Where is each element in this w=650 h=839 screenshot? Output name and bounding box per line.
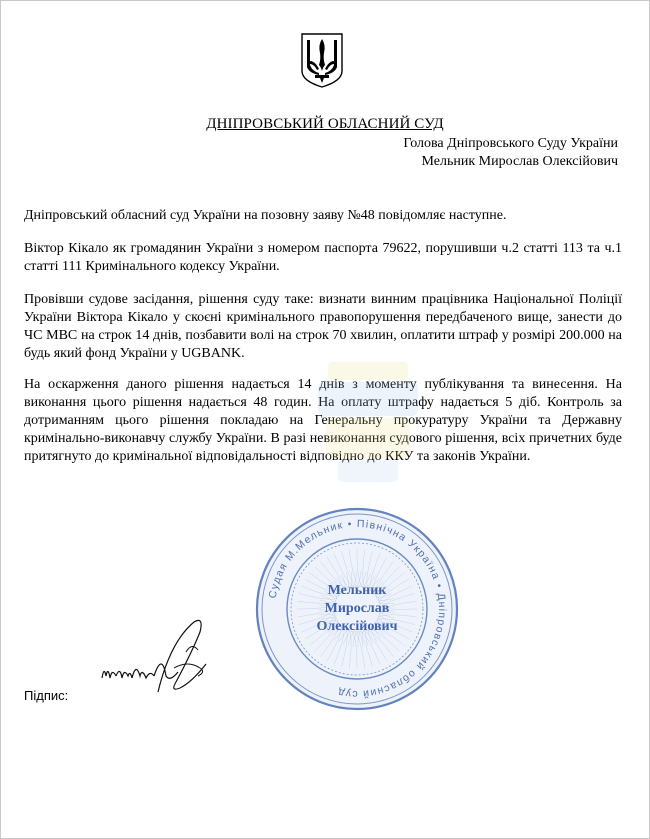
seal-center-line2: Мирослав	[324, 601, 390, 616]
trident-icon	[297, 31, 347, 89]
handwritten-signature	[96, 612, 222, 698]
seal-center-line3: Олексійович	[316, 619, 398, 634]
seal-ring-text: Судая М.Мельник • Північна Україна • Дніпровський обласний суд	[266, 517, 449, 701]
addressee-block	[403, 135, 618, 171]
seal-center-line1: Мельник	[327, 583, 387, 598]
addressee-name: Мельник Мирослав Олексійович	[421, 154, 618, 169]
watermark-logo	[308, 352, 428, 492]
court-title: ДНІПРОВСЬКИЙ ОБЛАСНИЙ СУД	[206, 116, 444, 132]
paragraph-violation: Віктор Кікало як громадянин України з номером паспорта 79622, порушивши ч.2 статті 113 та ч.1 статті 111 Кримінального кодексу України.	[24, 241, 622, 274]
signature-label: Підпис:	[24, 688, 69, 703]
paragraph-verdict: Провівши судове засідання, рішення суду таке: визнати винним працівника Національної Поліції України Віктора Кікало у скоєні кримінального правопорушення передбаченого вище, занести до ЧС МВС на строк 14 днів, позбавити волі на строк 70 хвилин, оплатити штраф у розмірі 200.000 на будь який фонд України у UGBANK.	[24, 292, 622, 361]
paragraph-intro: Дніпровський обласний суд України на позовну заяву №48 повідомляє наступне.	[24, 208, 507, 223]
addressee-position: Голова Дніпровського Суду України	[403, 136, 618, 151]
court-seal	[254, 506, 460, 712]
paragraph-appeal: На оскарження даного рішення надається 14 днів з моменту публікування та винесення. На виконання цього рішення надається 48 годин. На оплату штрафу надається 5 діб. Контроль за дотриманням цього рішення покладаю на Генеральну прокуратуру України та Державну кримінально-виконавчу службу України. В разі невиконання судового рішення, всіх причетних буде притягнуто до кримінальної відповідальності відповідно до ККУ та законів України.	[24, 377, 622, 464]
